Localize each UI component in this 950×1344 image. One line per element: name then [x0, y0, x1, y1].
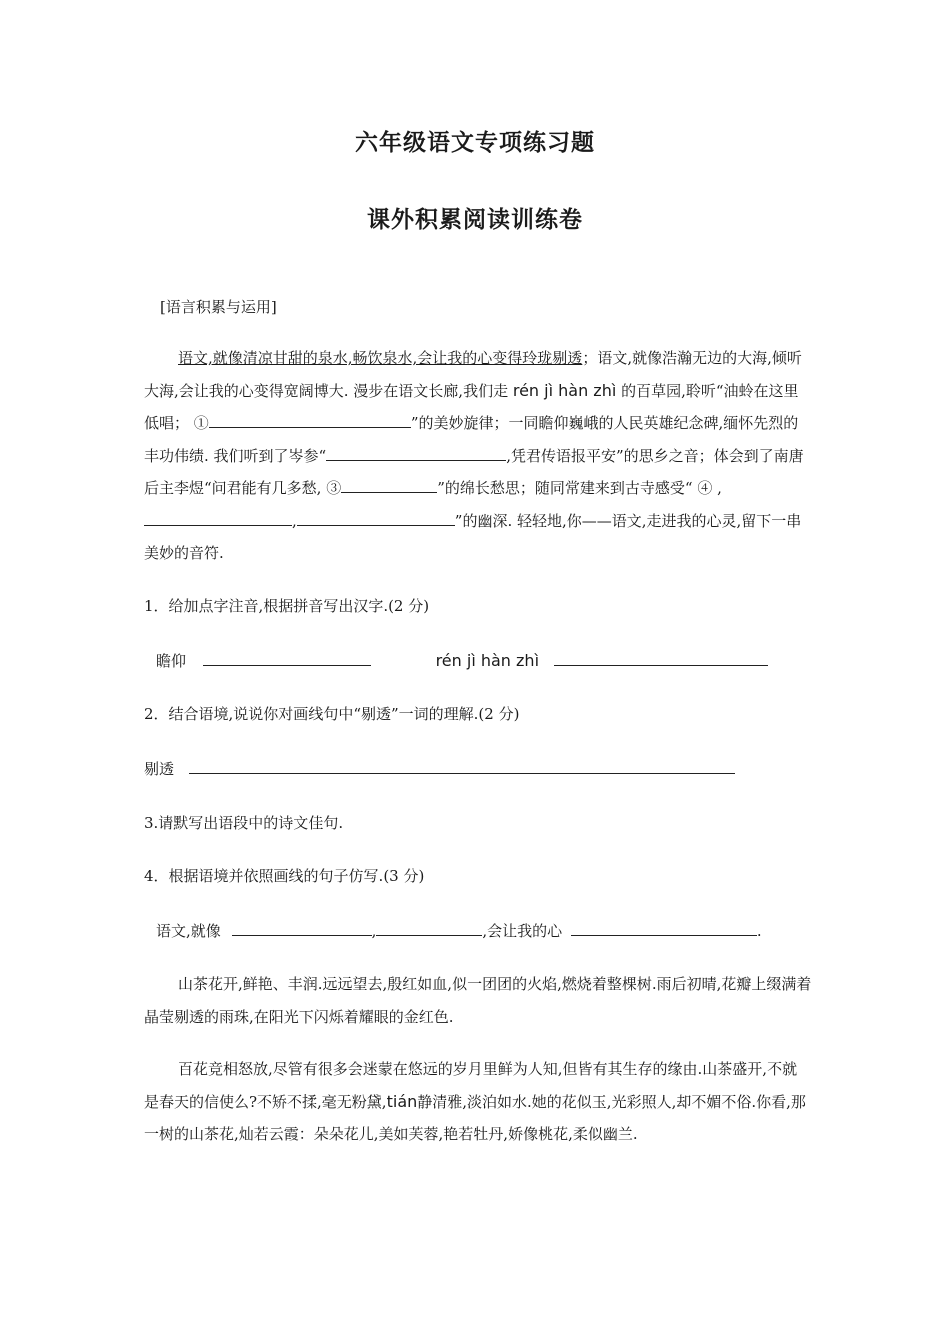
q4-answer-row: 语文,就像 , ,会让我的心 .: [156, 922, 762, 940]
q1-pinyin: rén jì hàn zhì: [435, 651, 540, 670]
q2-answer-blank[interactable]: [189, 759, 735, 774]
blank-marker-1: ①: [193, 414, 209, 432]
section-label: [语言积累与运用]: [160, 298, 277, 316]
question-2: 2．结合语境,说说你对画线句中“剔透”一词的理解.(2 分): [144, 705, 520, 723]
fill-blank-4b[interactable]: [297, 511, 455, 526]
question-4: 4．根据语境并依照画线的句子仿写.(3 分): [144, 867, 425, 885]
fill-blank-2[interactable]: [326, 446, 506, 461]
q4-blank-3[interactable]: [571, 921, 757, 936]
fill-blank-1[interactable]: [209, 413, 411, 428]
page-title: 六年级语文专项练习题: [355, 130, 595, 156]
q1-blank-pinyin[interactable]: [554, 651, 768, 666]
fill-blank-4a[interactable]: [144, 511, 292, 526]
q4-blank-1[interactable]: [232, 921, 372, 936]
underlined-sentence: 语文,就像清凉甘甜的泉水,畅饮泉水,会让我的心变得玲珑剔透: [178, 349, 583, 367]
q2-word: 剔透: [144, 760, 175, 778]
question-3: 3.请默写出语段中的诗文佳句.: [144, 814, 344, 832]
reading-paragraph-1: 山茶花开,鲜艳、丰润.远远望去,殷红如血,似一团团的火焰,燃烧着整棵树.雨后初晴,花瓣上缀满着晶莹剔透的雨珠,在阳光下闪烁着耀眼的金红色.: [144, 975, 812, 1026]
q1-word: 瞻仰: [156, 652, 187, 670]
q1-blank-zhanyang[interactable]: [203, 651, 371, 666]
q1-answer-row: [156, 651, 768, 671]
page-subtitle: 课外积累阅读训练卷: [367, 207, 583, 233]
question-1: 1．给加点字注音,根据拼音写出汉字.(2 分): [144, 597, 430, 615]
blank-marker-3: ③: [326, 479, 342, 497]
q2-answer-row: [144, 759, 735, 779]
q4-blank-2[interactable]: [376, 921, 482, 936]
fill-blank-3[interactable]: [341, 478, 437, 493]
passage-paragraph: 语文,就像清凉甘甜的泉水,畅饮泉水,会让我的心变得玲珑剔透；语文,就像浩瀚无边的大海,倾听大海,会让我的心变得宽阔博大. 漫步在语文长廊,我们走 rén jì hàn zhì 的百草园,聆听“油蛉在这里低唱； ① ”的美妙旋律；一同瞻仰巍峨的人民英雄纪念碑,缅怀先烈的丰功伟绩. 我们听到了岑参“ ,凭君传语报平安”的思乡之音；体会到了南唐后主李煜“问君能有几多愁, ③ ”的绵长愁思；随同常建来到古寺感受“ ④ ,, ”的幽深. 轻轻地,你——语文,走进我的心灵,留下一串美妙的音符.: [144, 349, 804, 562]
reading-paragraph-2: 百花竞相怒放,尽管有很多会迷蒙在悠远的岁月里鲜为人知,但皆有其生存的缘由.山茶盛开,不就是春天的信使么?不矫不揉,毫无粉黛,tián静清雅,淡泊如水.她的花似玉,光彩照人,却不媚不俗.你看,那一树的山茶花,灿若云霞：朵朵花儿,美如芙蓉,艳若牡丹,娇像桃花,柔似幽兰.: [144, 1060, 806, 1143]
pinyin-tian: tián: [386, 1091, 418, 1111]
pinyin-text: rén jì hàn zhì: [512, 380, 617, 400]
blank-marker-4: ④: [697, 479, 713, 497]
